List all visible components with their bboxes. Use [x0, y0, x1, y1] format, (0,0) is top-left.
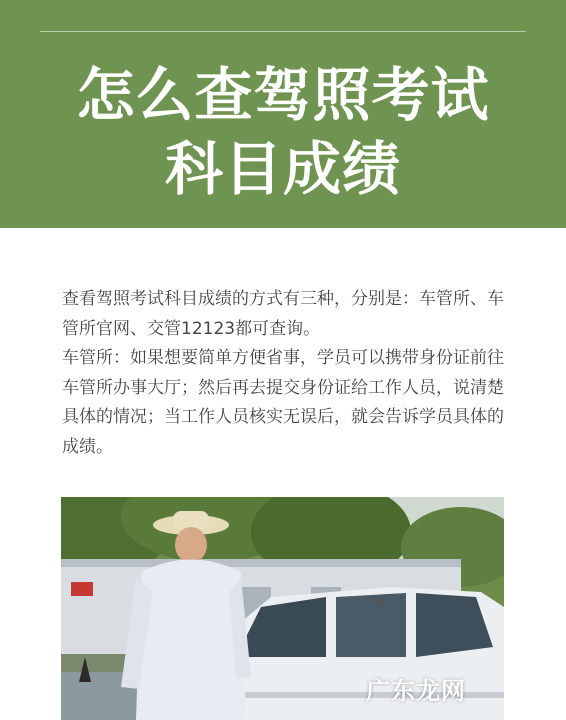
banner-divider [40, 31, 526, 32]
watermark-text: 广东龙网 [366, 677, 466, 705]
driving-test-photo [61, 497, 504, 720]
article-body [62, 285, 510, 462]
paragraph-intro: 查看驾照考试科目成绩的方式有三种，分别是：车管所、车管所官网、交管12123都可查询。 [62, 289, 504, 339]
title-line-2: 科目成绩 [164, 135, 401, 203]
paragraph-dmv: 车管所：如果想要简单方便省事，学员可以携带身份证前往车管所办事大厅；然后再去提交身份证给工作人员，说清楚具体的情况；当工作人员核实无误后，就会告诉学员具体的成绩。 [62, 348, 504, 457]
title-banner [0, 0, 566, 228]
page-title [0, 58, 566, 206]
title-line-1: 怎么查驾照考试 [76, 61, 490, 129]
